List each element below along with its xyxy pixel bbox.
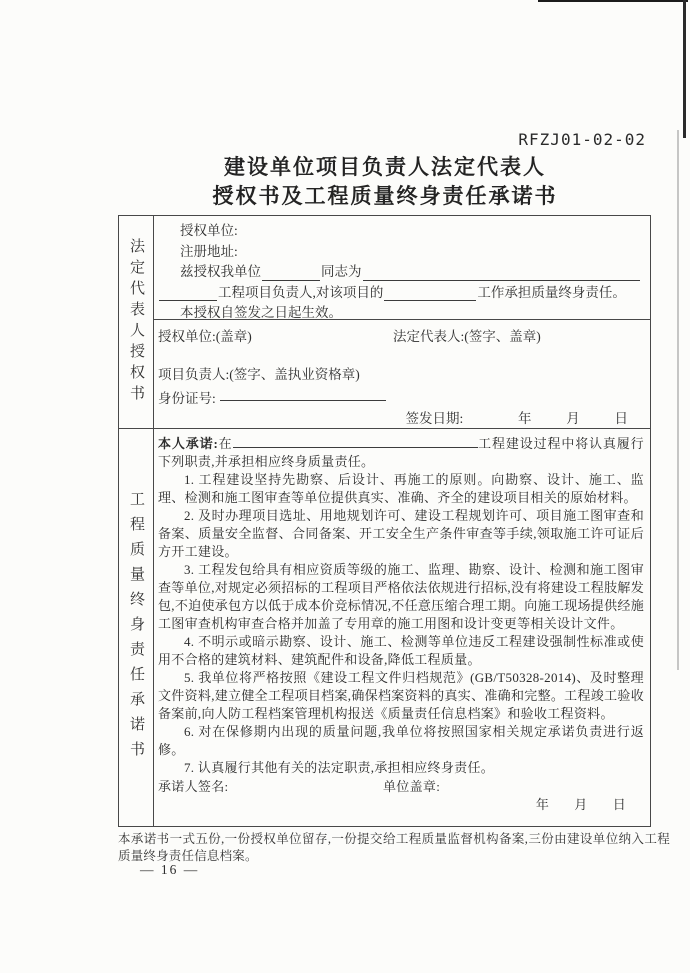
issue-date-label: 签发日期:	[405, 411, 464, 426]
commitment-item-6: 6. 对在保修期内出现的质量问题,我单位将按照国家相关规定承诺负责进行返修。	[158, 724, 644, 757]
authorization-paragraph	[154, 216, 650, 320]
promise-post-text: 工程建设过程中将认真履行下列职责,并承担相应终身质量责任。	[158, 436, 644, 469]
registered-address-line	[158, 242, 642, 263]
registered-address-label: 注册地址:	[180, 243, 238, 259]
document-code: RFZJ01-02-02	[518, 130, 646, 149]
commitment-item-7: 7. 认真履行其他有关的法定职责,承担相应终身责任。	[184, 760, 495, 775]
id-number-label: 身份证号:	[158, 391, 216, 406]
year-label: 年	[518, 411, 532, 426]
commitment-item-5: 5. 我单位将严格按照《建设工程文件归档规范》(GB/T50328-2014)、及时整理文件资料,建立健全工程项目档案,确保档案资料的真实、准确和完整。工程竣工验收备案前,向人防工程档案管理机构报送《质量责任信息档案》和验收工程资料。	[158, 670, 644, 721]
authorize-mid-text: 同志为	[321, 264, 362, 279]
project-name-blank-3	[233, 433, 478, 448]
authorize-pre-text: 兹授权我单位	[180, 264, 261, 279]
title-line-2: 授权书及工程质量终身责任承诺书	[212, 184, 558, 208]
commitment-item-4: 4. 不明示或暗示勘察、设计、施工、检测等单位违反工程建设强制性标准或使用不合格的建筑材料、建筑配件和设备,降低工程质量。	[158, 634, 644, 667]
promise-paragraph	[158, 433, 644, 471]
project-leader-label: 项目负责人:(签字、盖执业资格章)	[158, 367, 360, 382]
day-label: 日	[612, 797, 626, 812]
scan-fold-line	[677, 130, 679, 670]
legal-representative-label: 法定代表人:(签字、盖章)	[393, 329, 541, 344]
project-name-blank-2	[159, 286, 217, 301]
work-scope-blank	[384, 286, 476, 301]
authorization-content	[154, 216, 650, 428]
authorization-signature-area	[154, 328, 650, 436]
scan-edge-artifact-corner	[683, 0, 686, 138]
effective-text: 本授权自签发之日起生效。	[180, 305, 342, 320]
leader-post-text: 工作承担质量终身责任。	[477, 284, 626, 300]
commitment-content	[154, 429, 650, 827]
promise-pre-text: 在	[218, 436, 233, 451]
day-label: 日	[614, 411, 628, 426]
commitment-date-row	[158, 796, 644, 814]
commitment-side-label: 工程质量终身责任承诺书	[119, 429, 154, 827]
project-name-blank	[363, 266, 641, 281]
page-number: — 16 —	[140, 862, 200, 877]
form-table	[118, 215, 651, 827]
id-number-row	[158, 386, 642, 408]
title-line-1: 建设单位项目负责人法定代表人	[224, 155, 546, 179]
stamp-row	[158, 328, 642, 346]
issue-date-row	[158, 410, 642, 428]
scan-edge-artifact-top	[538, 0, 688, 2]
commitment-section	[119, 429, 650, 827]
authorization-section	[119, 216, 650, 429]
month-label: 月	[566, 411, 580, 426]
commitment-item-3: 3. 工程发包给具有相应资质等级的施工、监理、勘察、设计、检测和施工图审查等单位,对规定必须招标的工程项目严格依法依规进行招标,没有将建设工程肢解发包,不迫使承包方以低于成本价竞标情况,不任意压缩合理工期。向施工现场提供经施工图审查机构审查合格并加盖了专用章的施工用图和设计变更等相关设计文件。	[158, 562, 644, 631]
promiser-sign-label: 承诺人签名:	[158, 779, 229, 794]
stamp-unit-label: 授权单位:(盖章)	[158, 329, 252, 344]
authorizing-unit-line	[158, 221, 642, 242]
leader-mid-text: 工程项目负责人,对该项目的	[218, 284, 384, 300]
document-title	[118, 153, 652, 211]
commitment-item-1: 1. 工程建设坚持先勘察、后设计、再施工的原则。向勘察、设计、施工、监理、检测和施工图审查等单位提供真实、准确、齐全的建设项目相关的原始材料。	[158, 472, 644, 505]
month-label: 月	[574, 797, 588, 812]
unit-seal-label: 单位盖章:	[383, 779, 441, 794]
signature-row	[158, 778, 644, 796]
leader-line	[158, 283, 642, 304]
effective-line	[158, 303, 642, 324]
id-number-blank	[220, 386, 386, 401]
authorizing-unit-label: 授权单位:	[180, 223, 238, 238]
copies-note: 本承诺书一式五份,一份授权单位留存,一份提交给工程质量监督机构备案,三份由建设单位纳入工程质量终身责任信息档案。	[118, 832, 670, 863]
commitment-item-2: 2. 及时办理项目选址、用地规划许可、建设工程规划许可、项目施工图审查和备案、质量安全监督、合同备案、开工安全生产条件审查等手续,领取施工许可证后方开工建设。	[158, 508, 644, 559]
authorized-person-blank	[262, 266, 320, 281]
authorize-line	[158, 262, 642, 283]
authorization-side-label: 法定代表人授权书	[119, 216, 154, 428]
year-label: 年	[535, 797, 550, 812]
project-leader-row	[158, 366, 642, 384]
promise-label: 本人承诺:	[158, 436, 219, 451]
